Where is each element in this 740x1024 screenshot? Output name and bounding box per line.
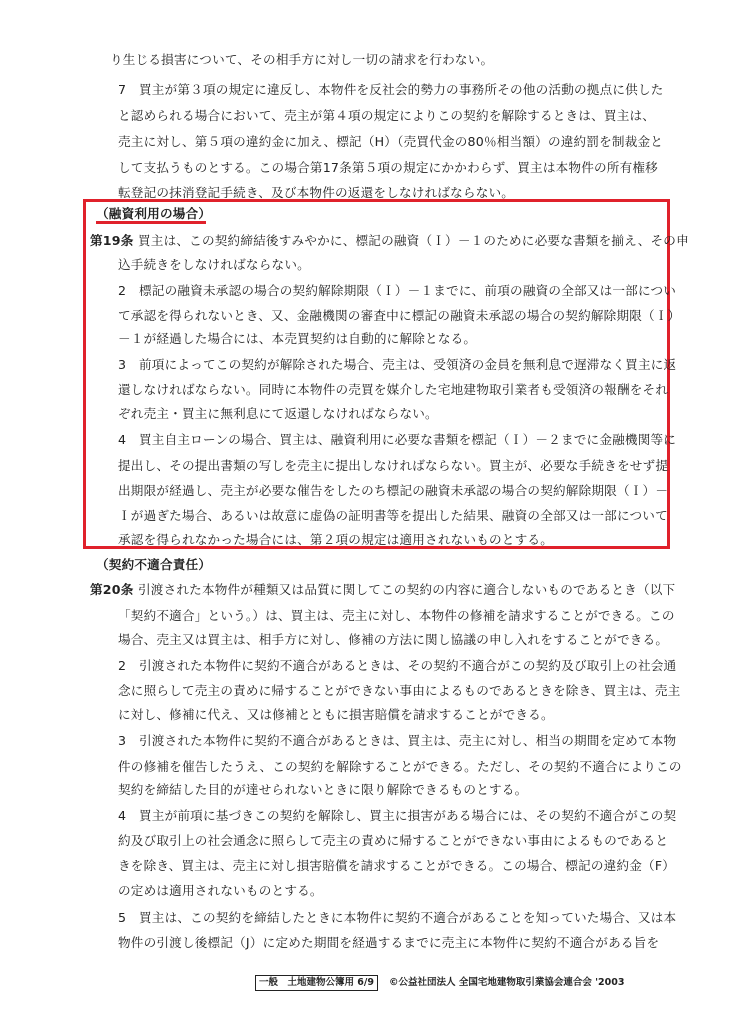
text-line: 3 前項によってこの契約が解除された場合、売主は、受領済の金員を無利息で遅滞なく買主に返 (118, 357, 677, 372)
article-number: 第19条 (90, 233, 134, 248)
text-line: 2 標記の融資未承認の場合の契約解除期限（Ｉ）－１までに、前項の融資の全部又は一部につい (118, 283, 677, 298)
text-line: 4 買主自主ローンの場合、買主は、融資利用に必要な書類を標記（Ｉ）－２までに金融機関等に (118, 432, 677, 447)
text-line: 「契約不適合」という。）は、買主は、売主に対し、本物件の修補を請求することができる。この (118, 608, 675, 623)
text-line: 込手続きをしなければならない。 (118, 257, 310, 272)
text-line: て承認を得られないとき、又、金融機関の審査中に標記の融資未承認の場合の契約解除期限（Ｉ） (118, 308, 681, 323)
text-line: 出期限が経過し、売主が必要な催告をしたのち標記の融資未承認の場合の契約解除期限（Ｉ）－ (118, 483, 669, 498)
text-line: 件の修補を催告したうえ、この契約を解除することができる。ただし、その契約不適合によりこの (118, 759, 682, 774)
article-number: 第20条 (90, 582, 134, 597)
text-line: 提出し、その提出書類の写しを売主に提出しなければならない。買主が、必要な手続きをせず提 (118, 458, 669, 473)
text-line: 2 引渡された本物件に契約不適合があるときは、その契約不適合がこの契約及び取引上の社会通 (118, 658, 677, 673)
text-line: と認められる場合において、売主が第４項の規定によりこの契約を解除するときは、買主は、 (118, 108, 656, 123)
text-line: に対し、修補に代え、又は修補とともに損害賠償を請求することができる。 (118, 707, 554, 722)
section-heading: （契約不適合責任） (96, 557, 212, 572)
text-line: 買主は、この契約締結後すみやかに、標記の融資（Ｉ）－１のために必要な書類を揃え、その申 (138, 233, 689, 248)
text-line: Ｉが過ぎた場合、あるいは故意に虚偽の証明書等を提出した結果、融資の全部又は一部について (118, 508, 668, 523)
section-heading: （融資利用の場合） (96, 206, 212, 221)
text-line: 念に照らして売主の責めに帰することができない事由によるものであるときを除き、買主は、売主 (118, 683, 681, 698)
text-line: して支払うものとする。この場合第17条第５項の規定にかかわらず、買主は本物件の所有権移 (118, 160, 658, 175)
text-line: り生じる損害について、その相手方に対し一切の請求を行わない。 (110, 52, 494, 67)
footer-copyright: ©公益社団法人 全国宅地建物取引業協会連合会 '2003 (389, 977, 625, 988)
text-line: の定めは適用されないものとする。 (118, 883, 323, 898)
text-line: 7 買主が第３項の規定に違反し、本物件を反社会的勢力の事務所その他の活動の拠点に供した (118, 82, 664, 97)
text-line: きを除き、買主は、売主に対し損害賠償を請求することができる。この場合、標記の違約金（F） (118, 858, 676, 873)
footer-doc-label: 一般 土地建物公簿用 6/9 (255, 975, 378, 991)
text-line: 4 買主が前項に基づきこの契約を解除し、買主に損害がある場合には、その契約不適合がこの契 (118, 808, 677, 823)
text-line: 転登記の抹消登記手続き、及び本物件の返還をしなければならない。 (118, 185, 515, 200)
text-line: 承認を得られなかった場合には、第２項の規定は適用されないものとする。 (118, 532, 553, 547)
text-line: 5 買主は、この契約を締結したときに本物件に契約不適合があることを知っていた場合、又は本 (118, 910, 677, 925)
text-line: 還しなければならない。同時に本物件の売買を媒介した宅地建物取引業者も受領済の報酬をそれ (118, 382, 669, 397)
text-line: －１が経過した場合には、本売買契約は自動的に解除となる。 (118, 331, 477, 346)
heading-underline (96, 221, 206, 224)
text-line: 約及び取引上の社会通念に照らして売主の責めに帰することができない事由によるものであると (118, 833, 669, 848)
text-line: 引渡された本物件が種類又は品質に関してこの契約の内容に適合しないものであるとき（以下 (138, 582, 676, 597)
text-line: 場合、売主又は買主は、相手方に対し、修補の方法に関し協議の申し入れをすることができる。 (118, 632, 669, 647)
text-line: 契約を締結した目的が達せられないときに限り解除できるものとする。 (118, 782, 528, 797)
text-line: 売主に対し、第５項の違約金に加え、標記（H）（売買代金の80％相当額）の違約罰を制裁金と (118, 134, 664, 149)
footer (255, 975, 625, 991)
text-line: 3 引渡された本物件に契約不適合があるときは、買主は、売主に対し、相当の期間を定めて本物 (118, 733, 677, 748)
text-line: ぞれ売主・買主に無利息にて返還しなければならない。 (118, 406, 438, 421)
text-line: 物件の引渡し後標記（J）に定めた期間を経過するまでに売主に本物件に契約不適合がある旨を (118, 935, 660, 950)
